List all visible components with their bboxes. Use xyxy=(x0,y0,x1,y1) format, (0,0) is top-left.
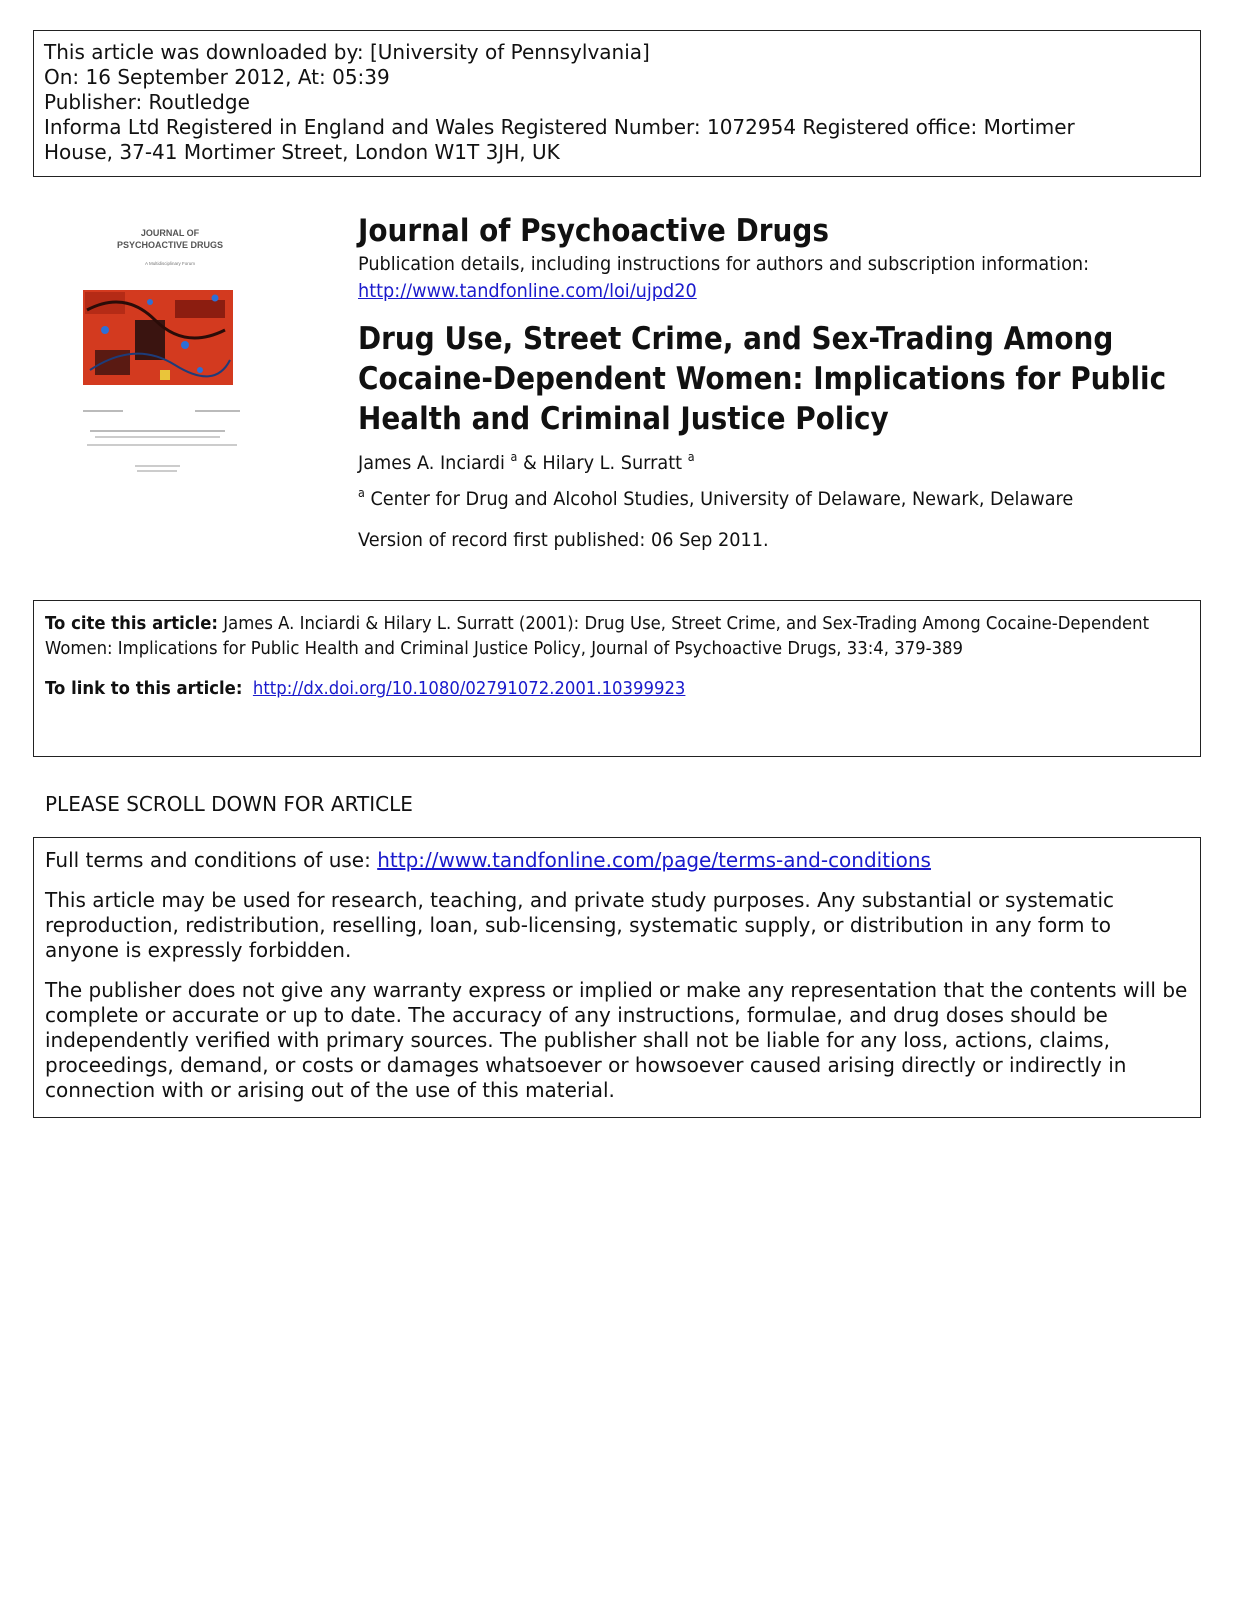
cover-title-line2: PSYCHOACTIVE DRUGS xyxy=(116,240,224,250)
authors xyxy=(358,445,1130,475)
author-1-affil-marker: a xyxy=(510,450,518,464)
cover-subtitle: A Multidisciplinary Forum xyxy=(144,261,196,266)
download-date: On: 16 September 2012, At: 05:39 xyxy=(44,65,390,89)
affiliation-text: Center for Drug and Alcohol Studies, University of Delaware, Newark, Delaware xyxy=(370,488,1074,510)
journal-title: Journal of Psychoactive Drugs xyxy=(358,213,829,249)
affil-marker: a xyxy=(358,486,365,500)
citation-box xyxy=(33,600,1201,757)
article-link-row xyxy=(45,676,1170,701)
journal-link[interactable]: http://www.tandfonline.com/loi/ujpd20 xyxy=(358,280,697,302)
citation xyxy=(45,611,1170,661)
terms-box xyxy=(33,837,1201,1118)
terms-label: Full terms and conditions of use: xyxy=(45,848,371,872)
publication-details: Publication details, including instructions for authors and subscription information: xyxy=(358,253,1090,275)
article-title: Drug Use, Street Crime, and Sex-Trading Among Cocaine-Dependent Women: Implications for Public Health and Criminal Justice Policy xyxy=(358,321,1167,437)
download-notice xyxy=(33,30,1201,177)
terms-paragraph-2: The publisher does not give any warranty express or implied or make any representation that the contents will be complete or accurate or up to date. The accuracy of any instructions, formulae, and drug doses should be independently verified with primary sources. The publisher shall not be liable for any loss, actions, claims, proceedings, demand, or costs or damages whatsoever or howsoever caused arising directly or indirectly in connection with or arising out of the use of this material. xyxy=(45,978,1188,1102)
publisher: Publisher: Routledge xyxy=(44,90,250,114)
registered-office-line1: Informa Ltd Registered in England and Wales Registered Number: 1072954 Registered office: Mortimer xyxy=(44,115,1075,139)
cover-title-line1: JOURNAL OF xyxy=(140,228,200,238)
terms-link[interactable]: http://www.tandfonline.com/page/terms-and-conditions xyxy=(377,848,931,872)
author-2: Hilary L. Surratt xyxy=(542,452,683,474)
author-separator: & xyxy=(517,452,543,474)
cover-artwork xyxy=(83,290,233,385)
article-header xyxy=(358,212,1188,552)
terms-paragraph-1: This article may be used for research, teaching, and private study purposes. Any substantial or systematic reproduction, redistribution, reselling, loan, sub-licensing, systematic supply, or distribution in any form to anyone is expressly forbidden. xyxy=(45,888,1115,962)
author-2-affil-marker: a xyxy=(687,450,695,464)
cite-text: James A. Inciardi & Hilary L. Surratt (2001): Drug Use, Street Crime, and Sex-Trading Among Cocaine-Dependent Women: Implications for Public Health and Criminal Justice Policy, Journal of Psychoactive Drugs, 33:4, 379-389 xyxy=(45,613,1150,659)
cite-label: To cite this article: xyxy=(45,613,218,634)
author-1: James A. Inciardi xyxy=(358,452,505,474)
registered-office-line2: House, 37-41 Mortimer Street, London W1T 3JH, UK xyxy=(44,140,560,164)
version-of-record: Version of record first published: 06 Sep 2011. xyxy=(358,529,769,551)
terms-heading xyxy=(45,848,1190,873)
doi-link[interactable]: http://dx.doi.org/10.1080/02791072.2001.10399923 xyxy=(252,678,686,699)
scroll-down-note: PLEASE SCROLL DOWN FOR ARTICLE xyxy=(45,792,413,816)
journal-cover-image xyxy=(75,220,265,505)
affiliation xyxy=(358,481,1130,511)
link-label: To link to this article: xyxy=(45,678,243,699)
downloaded-by: This article was downloaded by: [University of Pennsylvania] xyxy=(44,40,650,64)
